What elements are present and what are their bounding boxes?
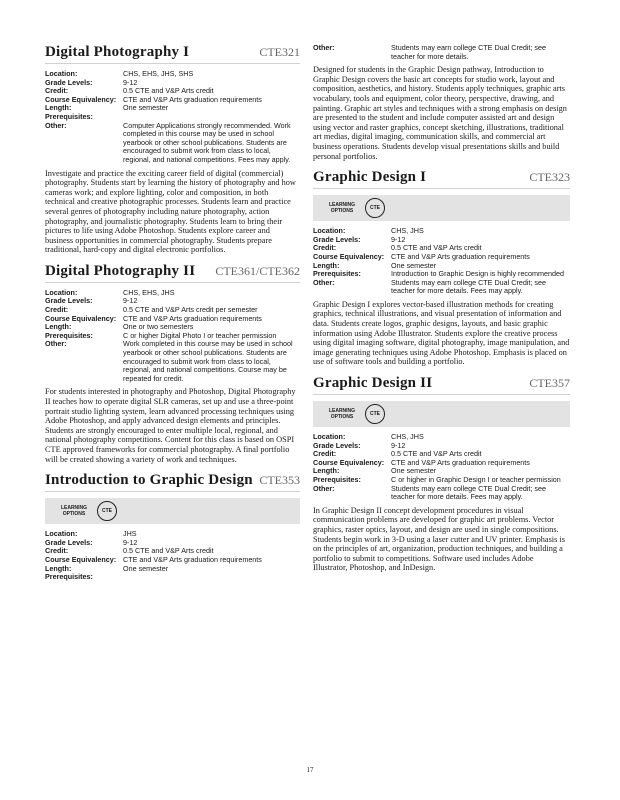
course-title: Graphic Design II: [313, 375, 433, 392]
info-value: 0.5 CTE and V&P Arts credit per semester: [123, 305, 258, 315]
learning-options-label: LEARNING OPTIONS: [328, 202, 356, 215]
info-value: Work completed in this course may be used in school yearbook or other school publications. Students are encouraged to submit work from class to local, regional, and national competitions. Course may be repeated for credit.: [123, 339, 293, 383]
info-label: Other:: [45, 120, 67, 130]
cte-badge-icon: CTE: [365, 198, 385, 218]
course-code: CTE353: [259, 473, 300, 488]
course-intro-graphic-design: [45, 472, 300, 582]
info-label: Length:: [45, 103, 72, 113]
info-row: [45, 573, 300, 582]
info-value: 0.5 CTE and V&P Arts credit: [123, 546, 214, 556]
info-value: 0.5 CTE and V&P Arts credit: [391, 243, 482, 253]
info-label: Length:: [313, 466, 340, 476]
info-label: Course Equivalency:: [45, 94, 117, 104]
course-header: [313, 169, 570, 189]
course-info-table: [313, 44, 570, 61]
course-title: Digital Photography II: [45, 262, 196, 279]
info-value: CTE and V&P Arts graduation requirements: [123, 313, 262, 323]
info-label: Location:: [313, 432, 346, 442]
info-value: 0.5 CTE and V&P Arts credit: [391, 449, 482, 459]
info-value: CTE and V&P Arts graduation requirements: [123, 554, 262, 564]
learning-options-bar: [45, 498, 300, 524]
info-label: Credit:: [45, 546, 69, 556]
info-value: Students may earn college CTE Dual Credit; see teacher for more details. Fees may apply.: [391, 483, 547, 502]
course-header: [313, 375, 570, 395]
info-label: Course Equivalency:: [313, 457, 385, 467]
info-row: [313, 253, 570, 262]
info-row: [45, 122, 300, 165]
info-label: Prerequisites:: [45, 111, 93, 121]
info-value: 9-12: [391, 440, 406, 450]
course-title: Digital Photography I: [45, 44, 190, 60]
right-column: [313, 44, 570, 581]
learning-options-label: LEARNING OPTIONS: [328, 408, 356, 421]
info-row: [313, 485, 570, 502]
info-value: C or higher Digital Photo I or teacher permission: [123, 330, 277, 340]
course-digital-photography-1: [45, 44, 300, 255]
course-code: CTE361/CTE362: [215, 263, 300, 278]
course-graphic-design-1: [313, 169, 570, 367]
course-header: [45, 263, 300, 283]
course-description: For students interested in photography and Photoshop, Digital Photography II teaches how to operate digital SLR cameras, set up and use a three-point portrait studio lighting system, learn advanced processing techniques using Adobe Photoshop, and apply advanced design elements and principles. Students are strongly encouraged to enter multiple local, regional, and national photography competitions. Content for this class is based on OSPI CTE approved frameworks for commercial photography. A final portfolio will be created showing a variety of work and techniques.: [45, 387, 296, 464]
info-value: JHS: [123, 529, 137, 539]
info-label: Length:: [313, 260, 340, 270]
info-value: Students may earn college CTE Dual Credit; see teacher for more details. Fees may apply.: [391, 277, 547, 296]
course-info-table: [45, 289, 300, 384]
info-label: Credit:: [45, 305, 69, 315]
info-label: Grade Levels:: [45, 77, 93, 87]
info-label: Other:: [45, 339, 67, 349]
info-value: CTE and V&P Arts graduation requirements: [123, 94, 262, 104]
info-value: [123, 573, 300, 582]
info-value: One semester: [123, 103, 169, 113]
cte-badge-icon: CTE: [97, 501, 117, 521]
info-value: CHS, EHS, JHS, SHS: [123, 69, 194, 78]
info-label: Location:: [45, 529, 78, 539]
course-digital-photography-2: [45, 263, 300, 464]
course-header: [45, 472, 300, 492]
info-value: Students may earn college CTE Dual Credit; see teacher for more details.: [391, 43, 547, 61]
info-label: Prerequisites:: [45, 330, 93, 340]
info-label: Other:: [313, 483, 335, 493]
info-value: 9-12: [391, 234, 406, 244]
course-code: CTE321: [259, 45, 300, 59]
info-value: Introduction to Graphic Design is highly recommended: [391, 269, 564, 279]
info-value: CTE and V&P Arts graduation requirements: [391, 457, 530, 467]
info-label: Grade Levels:: [45, 537, 93, 547]
info-label: Course Equivalency:: [45, 554, 117, 564]
course-code: CTE323: [529, 170, 570, 185]
learning-options-bar: [313, 401, 570, 427]
info-value: CHS, EHS, JHS: [123, 287, 175, 297]
info-label: Location:: [313, 226, 346, 236]
info-value: C or higher in Graphic Design I or teacher permission: [391, 475, 561, 484]
info-label: Course Equivalency:: [313, 251, 385, 261]
info-value: Computer Applications strongly recommended. Work completed in this course may be used in school yearbook or other school publications. Students are encouraged to submit work from class to local, regional, and national competitions. Fees may apply.: [123, 120, 291, 164]
info-label: Grade Levels:: [313, 234, 361, 244]
info-label: Length:: [45, 322, 72, 332]
info-label: Location:: [45, 287, 78, 297]
info-label: Length:: [45, 563, 72, 573]
info-label: Location:: [45, 69, 78, 78]
info-value: One semester: [391, 466, 437, 476]
info-value: 0.5 CTE and V&P Arts credit: [123, 86, 214, 96]
info-row: [313, 44, 570, 61]
info-row: [45, 96, 300, 105]
course-info-table: [313, 433, 570, 502]
info-label: Course Equivalency:: [45, 313, 117, 323]
info-value: One semester: [391, 260, 437, 270]
info-label: Other:: [313, 277, 335, 287]
course-title: Introduction to Graphic Design: [45, 472, 253, 489]
info-value: One or two semesters: [123, 322, 194, 332]
course-info-table: [313, 227, 570, 296]
cte-badge-icon: CTE: [365, 404, 385, 424]
info-value: CHS, JHS: [391, 226, 424, 236]
info-row: [313, 279, 570, 296]
course-info-table: [45, 70, 300, 165]
course-description: In Graphic Design II concept development procedures in visual communication problems are developed for graphic art problems. Vector graphics, raster optics, layout, and design are used in single compositions. Students begin work in 3-D using a laser cutter and UV printer. Emphasis is on the principles of art, organization, production techniques, and building a portfolio to submit to competitions. Software used includes Adobe Illustrator, Photoshop, and InDesign.: [313, 505, 565, 573]
info-value: 9-12: [123, 296, 138, 306]
course-code: CTE357: [529, 376, 570, 391]
course-graphic-design-2: [313, 375, 570, 573]
course-intro-graphic-design-continued: [313, 44, 570, 161]
course-info-table: [45, 530, 300, 582]
info-label: Credit:: [45, 86, 69, 96]
info-value: CHS, JHS: [391, 432, 424, 442]
info-label: Prerequisites:: [313, 475, 361, 484]
info-value: One semester: [123, 563, 169, 573]
info-label: Credit:: [313, 243, 337, 253]
info-label: Grade Levels:: [313, 440, 361, 450]
course-description: Investigate and practice the exciting career field of digital (commercial) photography. Students start by learning the history of photography and how cameras work; and explore lighting, color and composition, in both technical and creative photographic processes. Students learn and practice several genres of photography including nature photography, action photography, and journalistic photography. Students learn to bring their pictures to life using Adobe Photoshop. Students explore career and business opportunities in commercial photography. Students prepare traditional, hard-copy and digital electronic portfolios.: [45, 168, 296, 255]
info-label: Prerequisites:: [45, 572, 93, 582]
info-label: Grade Levels:: [45, 296, 93, 306]
info-value: 9-12: [123, 537, 138, 547]
info-row: [45, 556, 300, 565]
learning-options-bar: [313, 195, 570, 221]
page-number: 17: [306, 766, 314, 774]
course-description: Designed for students in the Graphic Design pathway, Introduction to Graphic Design covers the basic art concepts for studio work, layout and composition, aesthetics, and history. Students apply techniques, graphic arts vocabulary, tools and equipment, color theory, perspective, drawing, and painting. Graphic art styles and techniques with a strong emphasis on design are presented to the student and include computer assisted art and design using vector and raster graphics, concept sketching, illustrations, traditional art medias, digital imaging, communication skills, and commercial art business operations. Students develop visual presentations skills and build personal portfolios.: [313, 65, 567, 161]
left-column: [45, 44, 300, 586]
course-title: Graphic Design I: [313, 169, 427, 186]
info-row: [313, 459, 570, 468]
info-label: Other:: [313, 43, 335, 52]
course-header: [45, 44, 300, 64]
info-label: Prerequisites:: [313, 269, 361, 279]
info-value: CTE and V&P Arts graduation requirements: [391, 251, 530, 261]
learning-options-label: LEARNING OPTIONS: [60, 505, 88, 518]
course-description: Graphic Design I explores vector-based illustration methods for creating graphics, technical illustrations, and visual presentation of information and data. Students create logos, graphic designs, layouts, and basic graphic information using Adobe Illustrator. Students explore the creative process using digital imaging software, digital photography, image manipulation, and image generating techniques using Adobe Photoshop. Emphasis is placed on use of software tools and building a portfolio.: [313, 299, 570, 367]
info-row: [45, 340, 300, 383]
info-label: Credit:: [313, 449, 337, 459]
info-value: 9-12: [123, 77, 138, 87]
